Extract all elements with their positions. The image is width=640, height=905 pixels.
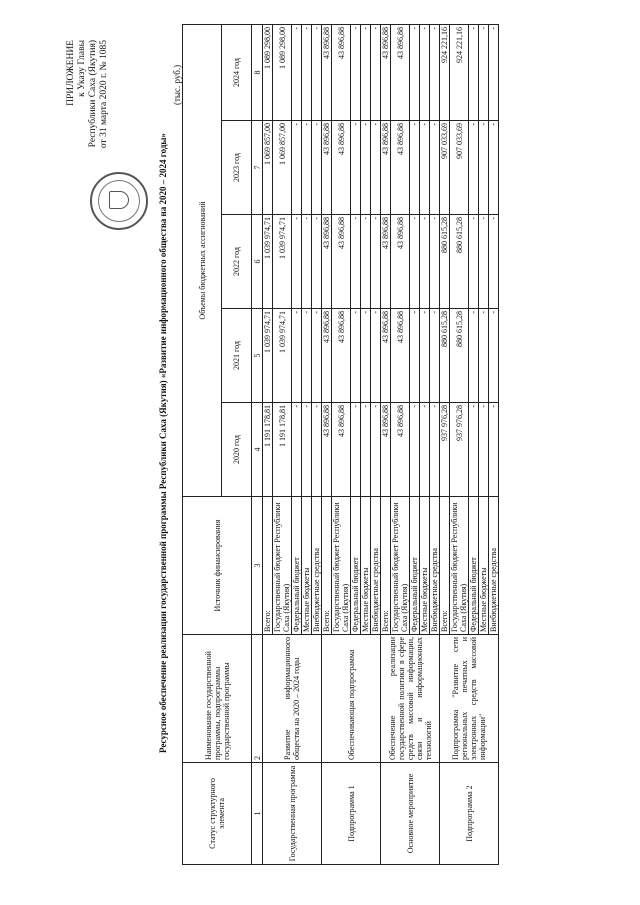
budget-value: - — [371, 215, 381, 309]
budget-value: - — [302, 403, 312, 497]
budget-value: - — [351, 215, 361, 309]
republic-line: Республики Саха (Якутия) — [88, 40, 98, 148]
budget-value: 43 896,88 — [322, 121, 332, 215]
row-source: Местные бюджеты — [361, 497, 371, 635]
header-year: 2021 год — [222, 309, 252, 403]
budget-value: - — [371, 121, 381, 215]
budget-value: 43 896,88 — [381, 309, 391, 403]
row-source: Федеральный бюджет — [469, 497, 479, 635]
budget-value: 1 069 857,00 — [263, 121, 273, 215]
budget-value: 43 896,88 — [391, 403, 410, 497]
budget-value: 43 896,88 — [322, 24, 332, 120]
budget-value: 924 221,16 — [440, 24, 450, 120]
budget-value: 43 896,88 — [332, 215, 351, 309]
budget-table — [182, 24, 499, 865]
budget-value: - — [430, 309, 440, 403]
budget-value: - — [371, 309, 381, 403]
budget-value: - — [371, 24, 381, 120]
document-title: Ресурсное обеспечение реализации государственной программы Республики Саха (Якутия) «Развитие информационного общества на 2020 – 2024 годы» — [158, 133, 168, 753]
budget-value: 43 896,88 — [381, 403, 391, 497]
budget-value: 43 896,88 — [391, 121, 410, 215]
column-number: 4 — [252, 403, 263, 497]
budget-value: 43 896,88 — [322, 309, 332, 403]
budget-value: - — [312, 24, 322, 120]
budget-value: - — [479, 309, 489, 403]
header-name: Наименование государственной программы, подпрограммы государственной программы — [183, 635, 252, 763]
unit-label: (тыс. руб.) — [172, 64, 182, 105]
row-source: Федеральный бюджет — [351, 497, 361, 635]
budget-value: 907 033,69 — [440, 121, 450, 215]
budget-value: 880 615,28 — [440, 309, 450, 403]
row-source: Всего: — [263, 497, 273, 635]
budget-value: 43 896,88 — [391, 24, 410, 120]
budget-value: 43 896,88 — [322, 215, 332, 309]
budget-value: - — [302, 215, 312, 309]
budget-value: - — [292, 215, 302, 309]
budget-value: 880 615,28 — [450, 309, 469, 403]
budget-value: - — [469, 403, 479, 497]
header-year: 2023 год — [222, 121, 252, 215]
budget-value: 880 615,28 — [450, 215, 469, 309]
budget-value: 1 039 974,71 — [273, 215, 292, 309]
header-status: Статус структурного элемента — [183, 763, 252, 865]
budget-value: - — [361, 121, 371, 215]
budget-value: 1 069 857,00 — [273, 121, 292, 215]
budget-value: - — [469, 309, 479, 403]
budget-value: - — [292, 403, 302, 497]
row-source: Всего: — [440, 497, 450, 635]
row-source: Федеральный бюджет — [410, 497, 420, 635]
budget-value: - — [410, 121, 420, 215]
row-status: Государственная программа — [263, 763, 322, 865]
budget-value: 1 191 178,81 — [263, 403, 273, 497]
budget-value: - — [489, 121, 499, 215]
budget-value: 1 089 298,00 — [273, 24, 292, 120]
budget-value: - — [351, 121, 361, 215]
budget-value: - — [430, 215, 440, 309]
budget-value: 1 039 974,71 — [273, 309, 292, 403]
budget-value: - — [420, 403, 430, 497]
header-source: Источник финансирования — [183, 497, 252, 635]
budget-value: - — [351, 309, 361, 403]
budget-value: - — [430, 121, 440, 215]
budget-value: - — [410, 215, 420, 309]
budget-value: - — [430, 403, 440, 497]
column-number: 5 — [252, 309, 263, 403]
budget-value: - — [292, 309, 302, 403]
budget-value: - — [292, 121, 302, 215]
table-row — [440, 24, 450, 864]
budget-value: 880 615,28 — [440, 215, 450, 309]
row-source: Внебюджетные средства — [489, 497, 499, 635]
budget-value: - — [361, 403, 371, 497]
budget-value: - — [420, 215, 430, 309]
budget-value: - — [489, 403, 499, 497]
row-source: Федеральный бюджет — [292, 497, 302, 635]
column-number: 3 — [252, 497, 263, 635]
budget-value: 43 896,88 — [381, 215, 391, 309]
budget-value: - — [420, 309, 430, 403]
budget-value: - — [479, 121, 489, 215]
column-number: 1 — [252, 763, 263, 865]
budget-value: - — [302, 121, 312, 215]
budget-value: - — [410, 309, 420, 403]
budget-value: - — [469, 121, 479, 215]
column-number: 2 — [252, 635, 263, 763]
official-seal-icon — [90, 172, 148, 230]
budget-value: - — [430, 24, 440, 120]
row-source: Государственный бюджет Республики Саха (Якутия) — [273, 497, 292, 635]
budget-value: - — [292, 24, 302, 120]
budget-value: 43 896,88 — [391, 215, 410, 309]
budget-value: - — [361, 24, 371, 120]
appendix-label: ПРИЛОЖЕНИЕ — [66, 40, 76, 106]
table-row — [263, 24, 273, 864]
column-numbers-row — [252, 24, 263, 864]
header-year: 2024 год — [222, 24, 252, 120]
row-source: Местные бюджеты — [479, 497, 489, 635]
row-source: Внебюджетные средства — [430, 497, 440, 635]
row-source: Всего: — [381, 497, 391, 635]
budget-value: 43 896,88 — [391, 309, 410, 403]
budget-value: - — [302, 24, 312, 120]
budget-value: - — [302, 309, 312, 403]
budget-value: - — [361, 215, 371, 309]
budget-value: - — [420, 121, 430, 215]
budget-value: 43 896,88 — [332, 24, 351, 120]
row-source: Государственный бюджет Республики Саха (Якутия) — [450, 497, 469, 635]
header-volumes: Объемы бюджетных ассигнований — [183, 24, 222, 496]
row-program-name: Обеспечение реализации государственной политики в сфере средств массовой информации, связи и информационных технологий — [381, 635, 440, 763]
budget-value: - — [351, 403, 361, 497]
budget-value: - — [312, 403, 322, 497]
budget-value: 937 976,28 — [440, 403, 450, 497]
row-status: Основное мероприятие — [381, 763, 440, 865]
budget-value: - — [479, 403, 489, 497]
row-status: Подпрограмма 1 — [322, 763, 381, 865]
row-program-name: Развитие информационного общества на 2020 – 2024 годы — [263, 635, 322, 763]
column-number: 7 — [252, 121, 263, 215]
column-number: 6 — [252, 215, 263, 309]
budget-value: - — [410, 403, 420, 497]
decree-line: к Указу Главы — [77, 40, 87, 97]
row-program-name: Подпрограмма "Развитие сети региональных печатных и электронных средств массовой информации" — [440, 635, 499, 763]
row-source: Местные бюджеты — [302, 497, 312, 635]
budget-value: - — [371, 403, 381, 497]
budget-value: 924 221,16 — [450, 24, 469, 120]
budget-value: 1 039 974,71 — [263, 309, 273, 403]
budget-value: - — [479, 215, 489, 309]
budget-value: - — [489, 215, 499, 309]
budget-value: - — [312, 309, 322, 403]
budget-value: 907 033,69 — [450, 121, 469, 215]
budget-value: 43 896,88 — [381, 121, 391, 215]
row-status: Подпрограмма 2 — [440, 763, 499, 865]
budget-value: 43 896,88 — [332, 403, 351, 497]
budget-value: - — [410, 24, 420, 120]
budget-value: - — [489, 309, 499, 403]
row-source: Внебюджетные средства — [371, 497, 381, 635]
budget-value: 43 896,88 — [322, 403, 332, 497]
table-row — [322, 24, 332, 864]
budget-value: - — [312, 121, 322, 215]
budget-value: 43 896,88 — [332, 121, 351, 215]
approval-header — [66, 40, 110, 148]
row-program-name: Обеспечивающая подпрограмма — [322, 635, 381, 763]
row-source: Внебюджетные средства — [312, 497, 322, 635]
budget-value: - — [469, 24, 479, 120]
budget-value: - — [420, 24, 430, 120]
budget-value: - — [479, 24, 489, 120]
header-year: 2020 год — [222, 403, 252, 497]
budget-value: - — [351, 24, 361, 120]
budget-value: 1 191 178,81 — [273, 403, 292, 497]
row-source: Государственный бюджет Республики Саха (Якутия) — [332, 497, 351, 635]
budget-value: - — [361, 309, 371, 403]
budget-value: 1 039 974,71 — [263, 215, 273, 309]
row-source: Государственный бюджет Республики Саха (Якутия) — [391, 497, 410, 635]
row-source: Всего: — [322, 497, 332, 635]
header-year: 2022 год — [222, 215, 252, 309]
budget-value: 43 896,88 — [332, 309, 351, 403]
column-number: 8 — [252, 24, 263, 120]
table-row — [381, 24, 391, 864]
budget-value: 43 896,88 — [381, 24, 391, 120]
budget-value: - — [312, 215, 322, 309]
row-source: Местные бюджеты — [420, 497, 430, 635]
budget-value: 1 089 298,00 — [263, 24, 273, 120]
budget-value: 937 976,28 — [450, 403, 469, 497]
budget-value: - — [469, 215, 479, 309]
decree-date-line: от 31 марта 2020 г. № 1085 — [99, 40, 109, 149]
budget-value: - — [489, 24, 499, 120]
